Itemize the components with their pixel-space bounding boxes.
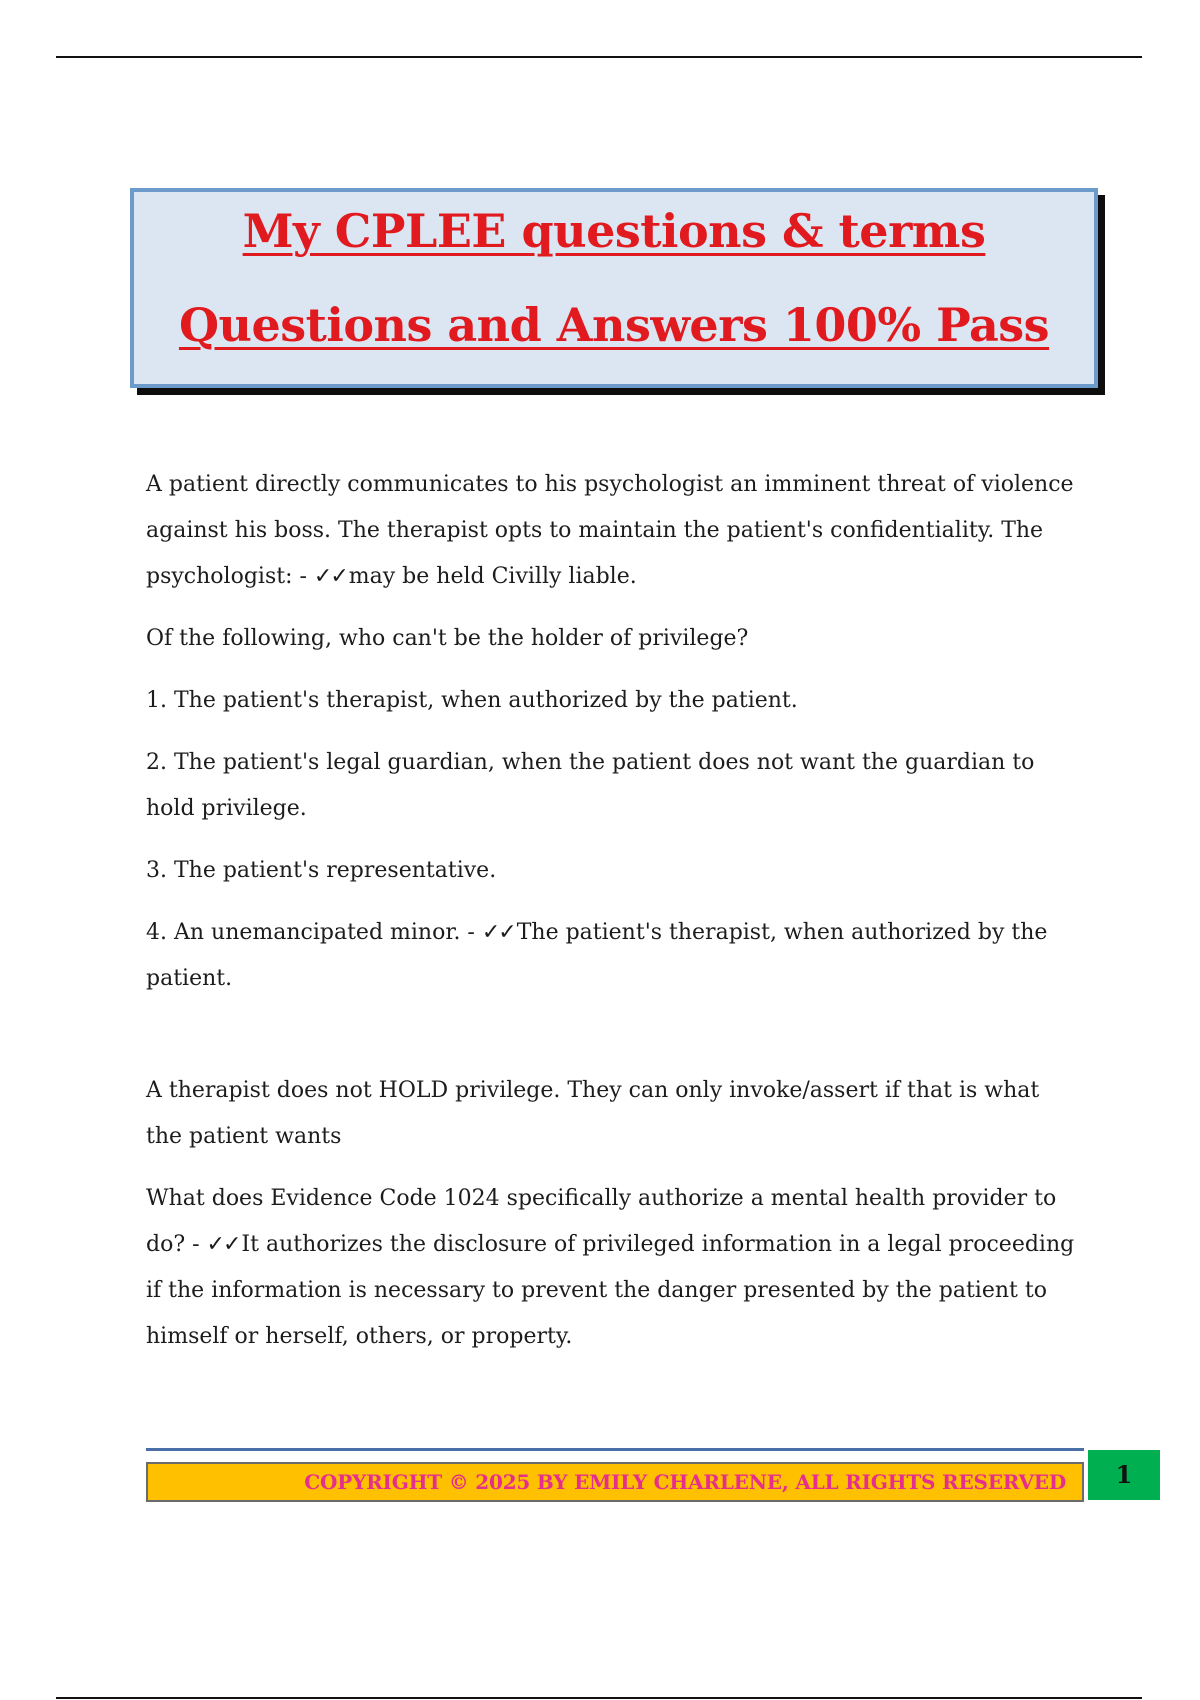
question-2-option-4-text: 4. An unemancipated minor. - — [146, 920, 482, 945]
title-box — [130, 188, 1098, 388]
double-check-icon: ✓✓ — [313, 564, 347, 589]
footer-rule — [146, 1448, 1084, 1451]
explanation-note: A therapist does not HOLD privilege. They can only invoke/assert if that is what the patient wants — [146, 1078, 1040, 1149]
question-1-answer: may be held Civilly liable. — [348, 564, 637, 589]
double-check-icon: ✓✓ — [481, 920, 515, 945]
question-2-option-2: 2. The patient's legal guardian, when the patient does not want the guardian to hold privilege. — [146, 750, 1035, 821]
document-title: My CPLEE questions & terms — [242, 204, 986, 258]
top-rule — [56, 56, 1142, 58]
question-3-answer: It authorizes the disclosure of privileged information in a legal proceeding if the information is necessary to prevent the danger presented by the patient to himself or herself, others, or property. — [146, 1232, 1075, 1349]
copyright-notice: COPYRIGHT © 2025 BY EMILY CHARLENE, ALL RIGHTS RESERVED — [304, 1470, 1066, 1494]
page-number: 1 — [1115, 1460, 1133, 1489]
document-subtitle: Questions and Answers 100% Pass — [178, 298, 1050, 352]
question-3-text: What does Evidence Code 1024 specifically authorize a mental health provider to do? - — [146, 1186, 1057, 1257]
bottom-rule — [56, 1697, 1142, 1699]
question-2-option-4 — [146, 910, 1076, 1002]
double-check-icon: ✓✓ — [206, 1232, 240, 1257]
question-3 — [146, 1176, 1076, 1360]
question-2-option-3: 3. The patient's representative. — [146, 858, 497, 883]
question-2-option-1: 1. The patient's therapist, when authorized by the patient. — [146, 688, 798, 713]
question-2: Of the following, who can't be the holder of privilege? — [146, 626, 749, 651]
footer-bar — [146, 1462, 1084, 1502]
document-body — [146, 462, 1076, 1376]
question-1-text: A patient directly communicates to his psychologist an imminent threat of violence against his boss. The therapist opts to maintain the patient's confidentiality. The psychologist: - — [146, 472, 1074, 589]
question-2-answer: The patient's therapist, when authorized by the patient. — [146, 920, 1048, 991]
question-1 — [146, 462, 1076, 600]
page-number-box — [1088, 1450, 1160, 1500]
